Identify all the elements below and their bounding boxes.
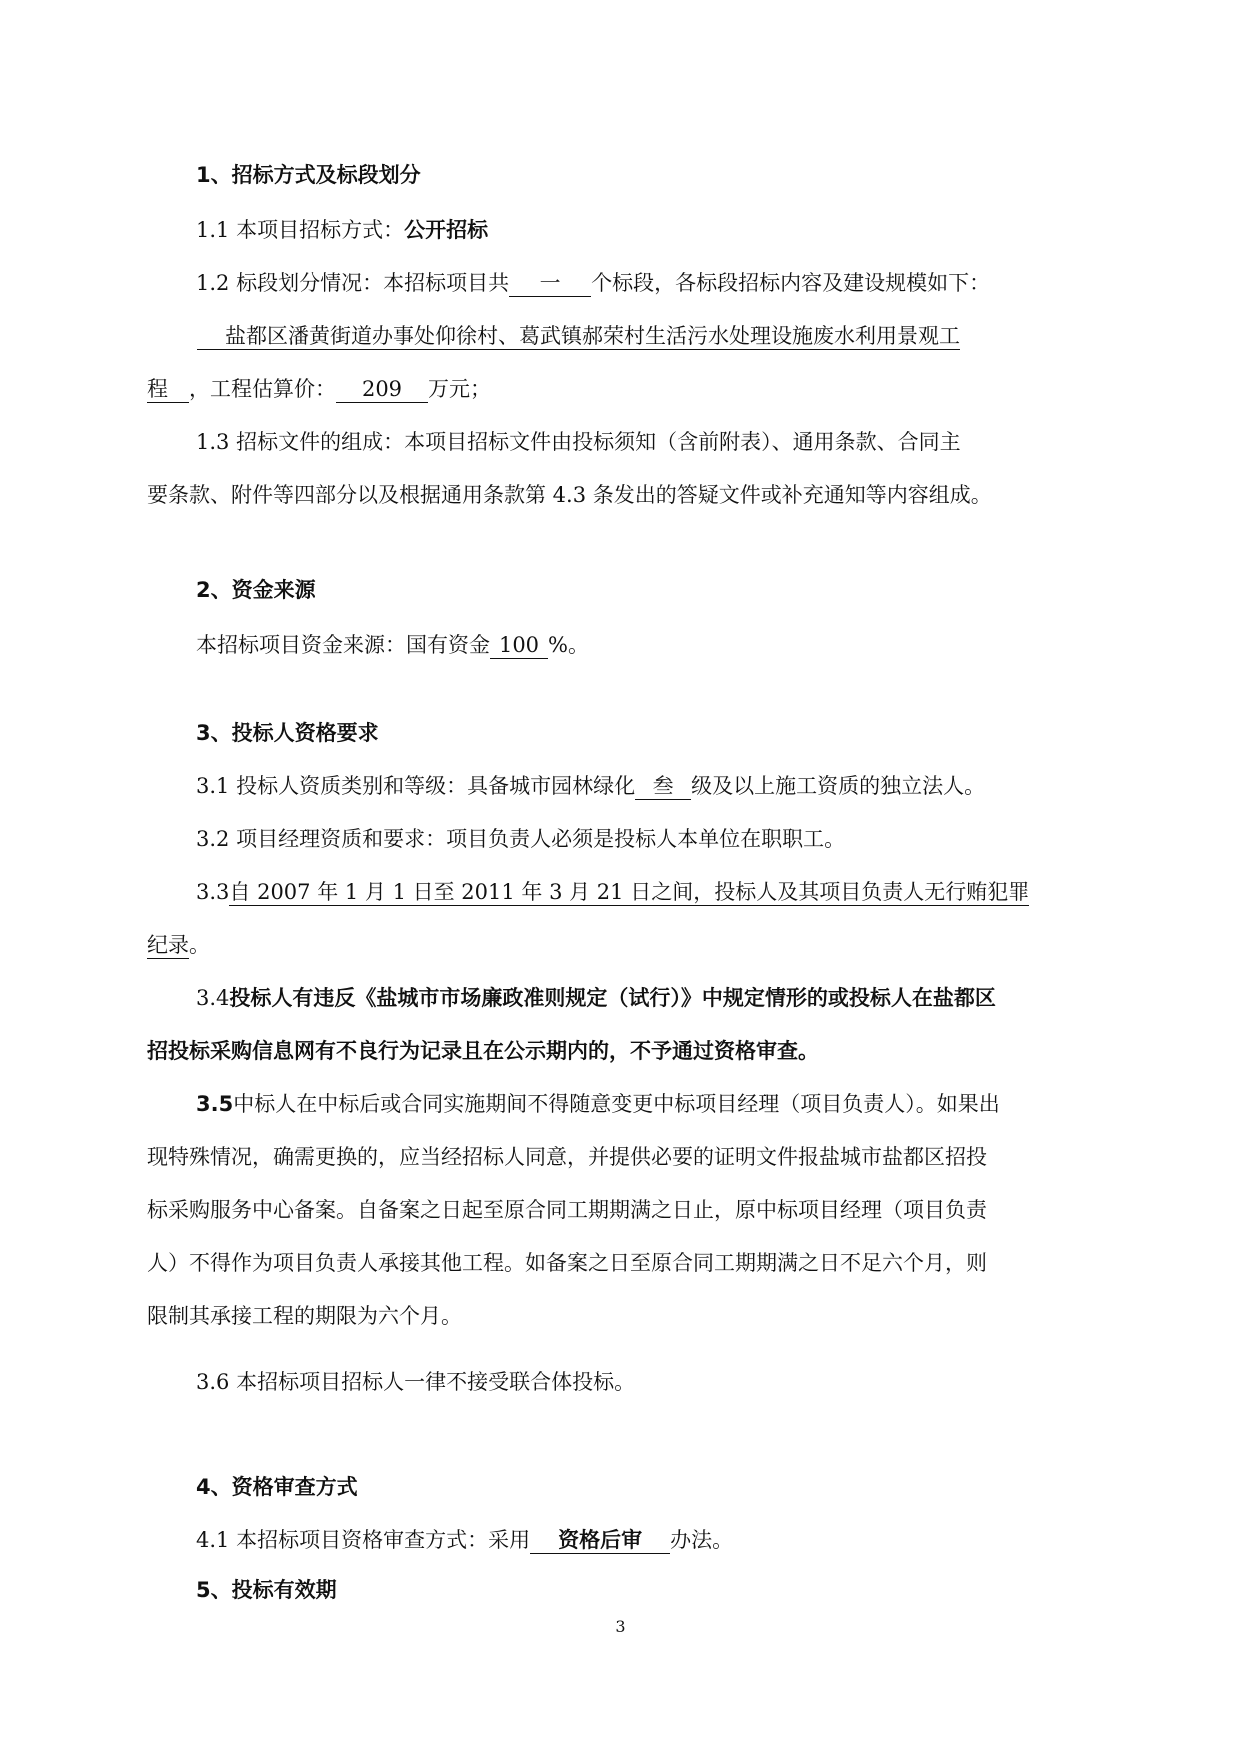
clause-3-1-suffix: 级及以上施工资质的独立法人。 (691, 774, 986, 798)
qualification-grade-value: 叁 (635, 773, 691, 800)
price-unit: 万元； (428, 377, 491, 401)
section-1-heading: 1、招标方式及标段划分 (196, 163, 421, 187)
funding-percent-value: 100 (490, 632, 548, 659)
clause-3-2: 3.2 项目经理资质和要求：项目负责人必须是投标人本单位在职职工。 (196, 827, 846, 851)
funding-source-text (196, 630, 589, 660)
no-bribery-period-text: 自 2007 年 1 月 1 日至 2011 年 3 月 21 日之间，投标人及其项目负责人无行贿犯罪 (229, 880, 1030, 904)
clause-3-4-line-2: 招投标采购信息网有不良行为记录且在公示期内的，不予通过资格审查。 (147, 1039, 819, 1063)
qualification-review-method-value: 资格后审 (530, 1527, 670, 1554)
clause-3-4-number: 3.4 (196, 986, 230, 1010)
clause-3-6: 3.6 本招标项目招标人一律不接受联合体投标。 (196, 1370, 636, 1394)
project-name-part-2: 程 (147, 376, 189, 403)
clause-3-5-line-4: 人）不得作为项目负责人承接其他工程。如备案之日至原合同工期期满之日不足六个月，则 (147, 1251, 987, 1275)
clause-3-1-label: 3.1 投标人资质类别和等级：具备城市园林绿化 (196, 774, 636, 798)
clause-3-5-line-2: 现特殊情况，确需更换的，应当经招标人同意，并提供必要的证明文件报盐城市盐都区招投 (147, 1145, 987, 1169)
clause-3-5-line-3: 标采购服务中心备案。自备案之日起至原合同工期期满之日止，原中标项目经理（项目负责 (147, 1198, 987, 1222)
lot-count-value: 一 (509, 270, 591, 297)
clause-3-1 (196, 771, 985, 801)
clause-3-3-end: 。 (189, 933, 210, 957)
clause-4-1-label: 4.1 本招标项目资格审查方式：采用 (196, 1528, 531, 1552)
clause-3-4-line-1 (196, 983, 996, 1013)
clause-3-5-text-1: 中标人在中标后或合同实施期间不得随意变更中标项目经理（项目负责人）。如果出 (233, 1092, 1000, 1116)
section-2-heading: 2、资金来源 (196, 578, 316, 602)
clause-3-5-line-5: 限制其承接工程的期限为六个月。 (147, 1304, 462, 1328)
section-5-heading: 5、投标有效期 (196, 1578, 337, 1602)
clause-3-3-line-2 (147, 930, 210, 960)
no-bribery-record-text: 纪录 (147, 933, 189, 957)
bid-method-value: 公开招标 (404, 218, 489, 242)
clause-1-2-label: 1.2 标段划分情况：本招标项目共 (196, 271, 510, 295)
price-value: 209 (336, 376, 428, 403)
section-3-heading: 3、投标人资格要求 (196, 721, 379, 745)
project-name-line-1 (197, 321, 960, 351)
clause-4-1-suffix: 办法。 (670, 1528, 734, 1552)
clause-3-5-line-1 (196, 1089, 1000, 1119)
page-number: 3 (615, 1617, 626, 1636)
price-label: ，工程估算价： (189, 377, 336, 401)
clause-3-3-number: 3.3 (196, 880, 230, 904)
clause-1-2-suffix: 个标段，各标段招标内容及建设规模如下： (591, 271, 991, 295)
clause-3-3-line-1 (196, 877, 1029, 907)
clause-1-3-line-2: 要条款、附件等四部分以及根据通用条款第 4.3 条发出的答疑文件或补充通知等内容组成。 (147, 483, 992, 507)
clause-1-3-line-1: 1.3 招标文件的组成：本项目招标文件由投标须知（含前附表）、通用条款、合同主 (196, 430, 961, 454)
clause-3-5-number: 3.5 (196, 1092, 234, 1116)
clause-4-1 (196, 1525, 733, 1555)
funding-percent-unit: %。 (548, 633, 589, 657)
clause-3-4-text-1: 投标人有违反《盐城市市场廉政准则规定（试行）》中规定情形的或投标人在盐都区 (229, 986, 996, 1010)
funding-source-label: 本招标项目资金来源：国有资金 (196, 633, 490, 657)
clause-1-1-label: 1.1 本项目招标方式： (196, 218, 405, 242)
section-4-heading: 4、资格审查方式 (196, 1475, 358, 1499)
project-name-part-1: 盐都区潘黄街道办事处仰徐村、葛武镇郝荣村生活污水处理设施废水利用景观工 (197, 323, 960, 350)
clause-1-1 (196, 215, 488, 245)
project-name-line-2 (147, 374, 491, 404)
clause-1-2 (196, 268, 990, 298)
